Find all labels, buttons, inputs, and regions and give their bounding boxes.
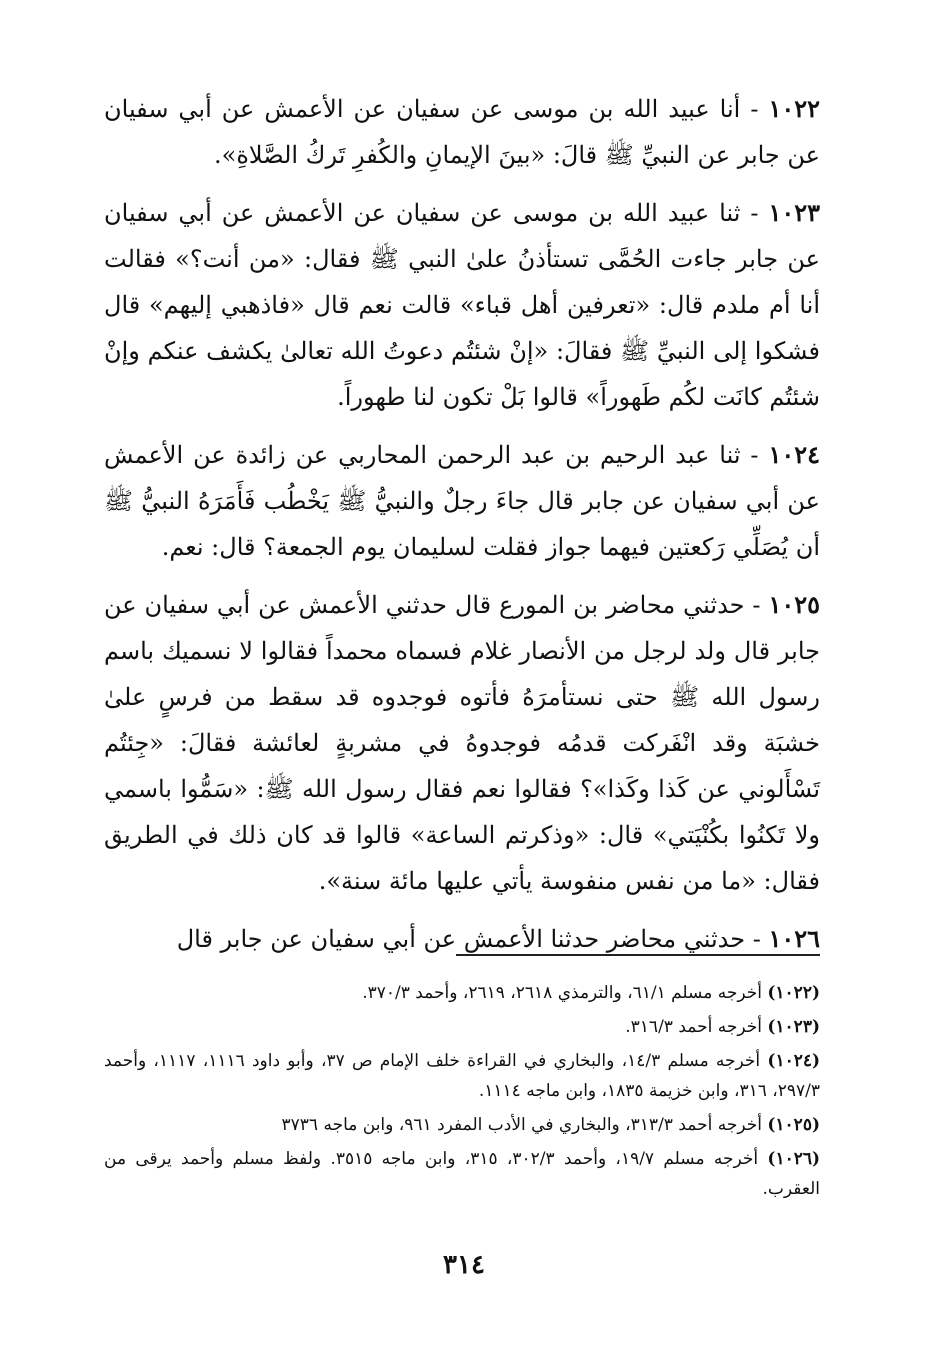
hadith-text: حدثني محاضر بن المورع قال حدثني الأعمش عن أبي سفيان عن جابر قال ولد لرجل من الأنصار غلام فسماه محمداً فقالوا لا نسميك باسم رسول الله ﷺ حتى نستأمرَهُ فأتوه فوجدوه قد سقط من فرسٍ علىٰ خشبَة وقد انْفَركت قدمُه فوجدوهُ في مشربةٍ لعائشة فقالَ: «جِئتُم تَسْأَلوني عن كَذا وكَذا»؟ فقالوا نعم فقال رسول الله ﷺ: «سَمُّوا باسمي ولا تَكنُوا بكُنْيَتي» قال: «وذكرتم الساعة» قالوا قد كان ذلك في الطريق فقال: «ما من نفس منفوسة يأتي عليها مائة سنة». (104, 591, 820, 895)
hadith-number: ١٠٢٥ (768, 590, 820, 619)
page-number: ٣١٤ (443, 1250, 485, 1280)
hadith-text: ثنا عبيد الله بن موسى عن سفيان عن الأعمش عن أبي سفيان عن جابر جاءت الحُمَّى تستأذنُ علىٰ النبي ﷺ فقال: «من أنت؟» فقالت أنا أم ملدم قال: «تعرفين أهل قباء» قالت نعم قال «فاذهبي إليهم» قال فشكوا إلى النبيِّ ﷺ فقالَ: «إنْ شئتُم دعوتُ الله تعالىٰ يكشف عنكم وإنْ شئتُم كانَت لكُم طَهوراً» قالوا بَلْ تكون لنا طهوراً. (104, 199, 820, 411)
hadith-number: ١٠٢٦ (768, 924, 820, 953)
footnote-text: أخرجه مسلم ٦١/١، والترمذي ٢٦١٨، ٢٦١٩، وأحمد ٣٧٠/٣. (362, 983, 762, 1003)
hadith-1022: ١٠٢٢ - أنا عبيد الله بن موسى عن سفيان عن الأعمش عن أبي سفيان عن جابر عن النبيِّ ﷺ قالَ: «بينَ الإيمانِ والكُفرِ تَركُ الصَّلاةِ». (104, 94, 821, 169)
hadith-text: ثنا عبد الرحيم بن عبد الرحمن المحاربي عن زائدة عن الأعمش عن أبي سفيان عن جابر قال جاءَ رجلٌ والنبيُّ ﷺ يَخْطُب فَأَمَرَهُ النبيُّ ﷺ أن يُصَلِّي رَكعتين فيهما جواز فقلت لسليمان يوم الجمعة؟ قال: نعم. (104, 441, 821, 561)
hadith-1023: ١٠٢٣ - ثنا عبيد الله بن موسى عن سفيان عن الأعمش عن أبي سفيان عن جابر جاءت الحُمَّى تستأذنُ علىٰ النبي ﷺ فقال: «من أنت؟» فقالت أنا أم ملدم قال: «تعرفين أهل قباء» قالت نعم قال «فاذهبي إليهم» قال فشكوا إلى النبيِّ ﷺ فقالَ: «إنْ شئتُم دعوتُ الله تعالىٰ يكشف عنكم وإنْ شئتُم كانَت لكُم طَهوراً» قالوا بَلْ تكون لنا طهوراً. (104, 198, 820, 411)
footnote-text: أخرجه مسلم ١٤/٣، والبخاري في القراءة خلف الإمام ص ٣٧، وأبو داود ١١١٦، ١١١٧، وأحمد ٢٩٧/٣، ٣١٦، وابن خزيمة ١٨٣٥، وابن ماجه ١١١٤. (104, 1051, 820, 1101)
footnote-divider (456, 954, 820, 956)
footnote-1022 (104, 978, 820, 1008)
footnote-text: أخرجه أحمد ٣١٦/٣. (625, 1017, 762, 1037)
hadith-1025: ١٠٢٥ - حدثني محاضر بن المورع قال حدثني الأعمش عن أبي سفيان عن جابر قال ولد لرجل من الأنصار غلام فسماه محمداً فقالوا لا نسميك باسم رسول الله ﷺ حتى نستأمرَهُ فأتوه فوجدوه قد سقط من فرسٍ علىٰ خشبَة وقد انْفَركت قدمُه فوجدوهُ في مشربةٍ لعائشة فقالَ: «جِئتُم تَسْأَلوني عن كَذا وكَذا»؟ فقالوا نعم فقال رسول الله ﷺ: «سَمُّوا باسمي ولا تَكنُوا بكُنْيَتي» قال: «وذكرتم الساعة» قالوا قد كان ذلك في الطريق فقال: «ما من نفس منفوسة يأتي عليها مائة سنة». (104, 590, 820, 895)
footnote-1023 (104, 1012, 820, 1042)
hadith-1024: ١٠٢٤ - ثنا عبد الرحيم بن عبد الرحمن المحاربي عن زائدة عن الأعمش عن أبي سفيان عن جابر قال جاءَ رجلٌ والنبيُّ ﷺ يَخْطُب فَأَمَرَهُ النبيُّ ﷺ أن يُصَلِّي رَكعتين فيهما جواز فقلت لسليمان يوم الجمعة؟ قال: نعم. (104, 440, 821, 561)
footnote-1025 (104, 1110, 820, 1140)
hadith-number: ١٠٢٢ (768, 94, 821, 123)
footnote-1024 (104, 1046, 820, 1106)
hadith-text: حدثني محاضر حدثنا الأعمش عن أبي سفيان عن جابر قال (176, 925, 746, 953)
footnote-number: (١٠٢٦) (767, 1149, 821, 1169)
hadith-text: أنا عبيد الله بن موسى عن سفيان عن الأعمش عن أبي سفيان عن جابر عن النبيِّ ﷺ قالَ: «بينَ الإيمانِ والكُفرِ تَركُ الصَّلاةِ». (104, 95, 820, 169)
footnote-text: أخرجه مسلم ١٩/٧، وأحمد ٣٠٢/٣، ٣١٥، وابن ماجه ٣٥١٥. ولفظ مسلم وأحمد يرقى من العقرب. (104, 1149, 820, 1199)
footnote-number: (١٠٢٤) (767, 1051, 821, 1071)
footnote-text: أخرجه أحمد ٣١٣/٣، والبخاري في الأدب المفرد ٩٦١، وابن ماجه ٣٧٣٦ (281, 1115, 762, 1135)
footnote-1026 (104, 1144, 820, 1204)
footnote-number: (١٠٢٥) (767, 1115, 820, 1135)
hadith-number: ١٠٢٤ (768, 440, 820, 469)
hadith-number: ١٠٢٣ (768, 198, 820, 227)
footnote-number: (١٠٢٣) (767, 1017, 820, 1037)
footnote-number: (١٠٢٢) (767, 983, 820, 1003)
hadith-1026: ١٠٢٦ - حدثني محاضر حدثنا الأعمش عن أبي سفيان عن جابر قال (176, 924, 820, 953)
footnotes (104, 978, 820, 1208)
main-text (104, 86, 820, 974)
